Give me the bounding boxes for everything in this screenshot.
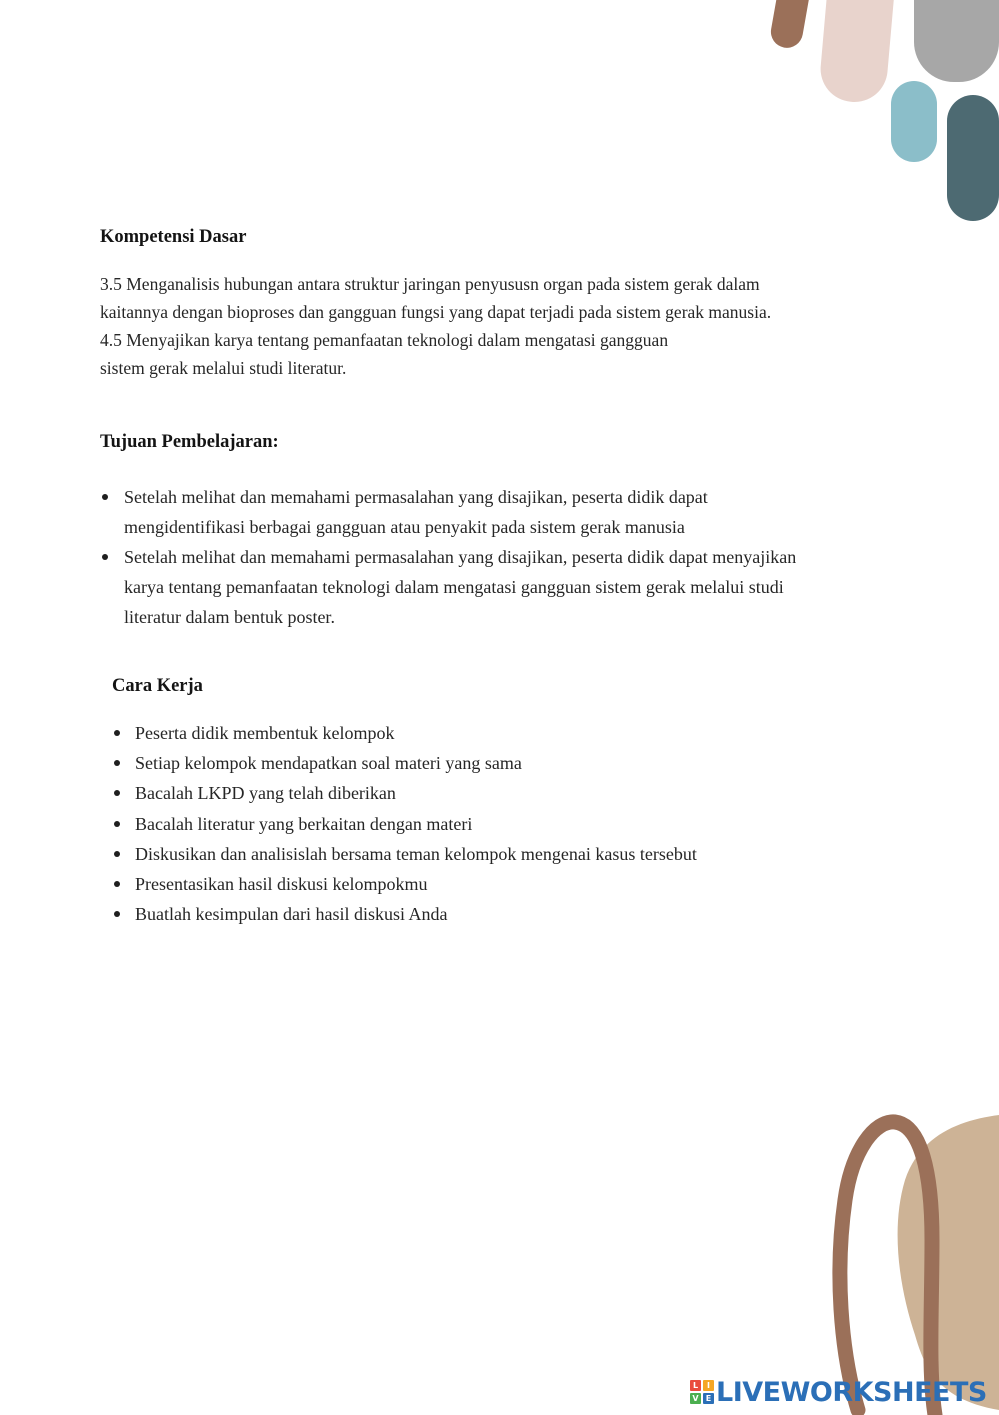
brown-stroke-shape [768, 0, 813, 50]
tujuan-pembelajaran-heading: Tujuan Pembelajaran: [100, 432, 279, 452]
list-item: Buatlah kesimpulan dari hasil diskusi Anda [112, 899, 872, 929]
list-item: Bacalah literatur yang berkaitan dengan materi [112, 809, 872, 839]
kompetensi-line: 4.5 Menyajikan karya tentang pemanfaatan teknologi dalam mengatasi gangguan [100, 330, 669, 350]
list-item [100, 482, 920, 542]
decorative-shapes-bottom [820, 1110, 999, 1415]
goal-line: Setelah melihat dan memahami permasalahan yang disajikan, peserta didik dapat menyajikan [124, 547, 797, 567]
list-item [100, 542, 920, 632]
logo-letter: E [703, 1393, 714, 1404]
list-item: Diskusikan dan analisislah bersama teman kelompok mengenai kasus tersebut [112, 839, 872, 869]
kompetensi-line: 3.5 Menganalisis hubungan antara struktur jaringan penyususn organ pada sistem gerak dalam [100, 274, 760, 294]
gray-stroke-shape [914, 0, 999, 82]
list-item: Peserta didik membentuk kelompok [112, 718, 872, 748]
kompetensi-line: sistem gerak melalui studi literatur. [100, 358, 347, 378]
liveworksheets-brand[interactable] [690, 1374, 987, 1410]
tan-blob-shape [898, 1115, 999, 1410]
decorative-shapes-top [760, 0, 999, 225]
tujuan-list [100, 482, 920, 632]
logo-letter: I [703, 1380, 714, 1391]
liveworksheets-logo-icon [690, 1380, 714, 1404]
cara-kerja-list [112, 718, 872, 929]
list-item: Presentasikan hasil diskusi kelompokmu [112, 869, 872, 899]
goal-line: mengidentifikasi berbagai gangguan atau penyakit pada sistem gerak manusia [124, 517, 685, 537]
liveworksheets-name: LIVEWORKSHEETS [716, 1376, 987, 1408]
list-item: Bacalah LKPD yang telah diberikan [112, 778, 872, 808]
kompetensi-dasar-heading: Kompetensi Dasar [100, 227, 247, 247]
cara-kerja-heading: Cara Kerja [112, 676, 203, 696]
light-teal-stroke-shape [891, 81, 937, 162]
goal-line: karya tentang pemanfaatan teknologi dalam mengatasi gangguan sistem gerak melalui studi [124, 577, 784, 597]
list-item: Setiap kelompok mendapatkan soal materi yang sama [112, 748, 872, 778]
blush-stroke-shape [818, 0, 897, 105]
dark-teal-stroke-shape [947, 95, 999, 221]
goal-line: literatur dalam bentuk poster. [124, 607, 335, 627]
logo-letter: V [690, 1393, 701, 1404]
kompetensi-line: kaitannya dengan bioproses dan gangguan fungsi yang dapat terjadi pada sistem gerak manusia. [100, 302, 772, 322]
logo-letter: L [690, 1380, 701, 1391]
goal-line: Setelah melihat dan memahami permasalahan yang disajikan, peserta didik dapat [124, 487, 708, 507]
kompetensi-dasar-text [100, 270, 771, 382]
